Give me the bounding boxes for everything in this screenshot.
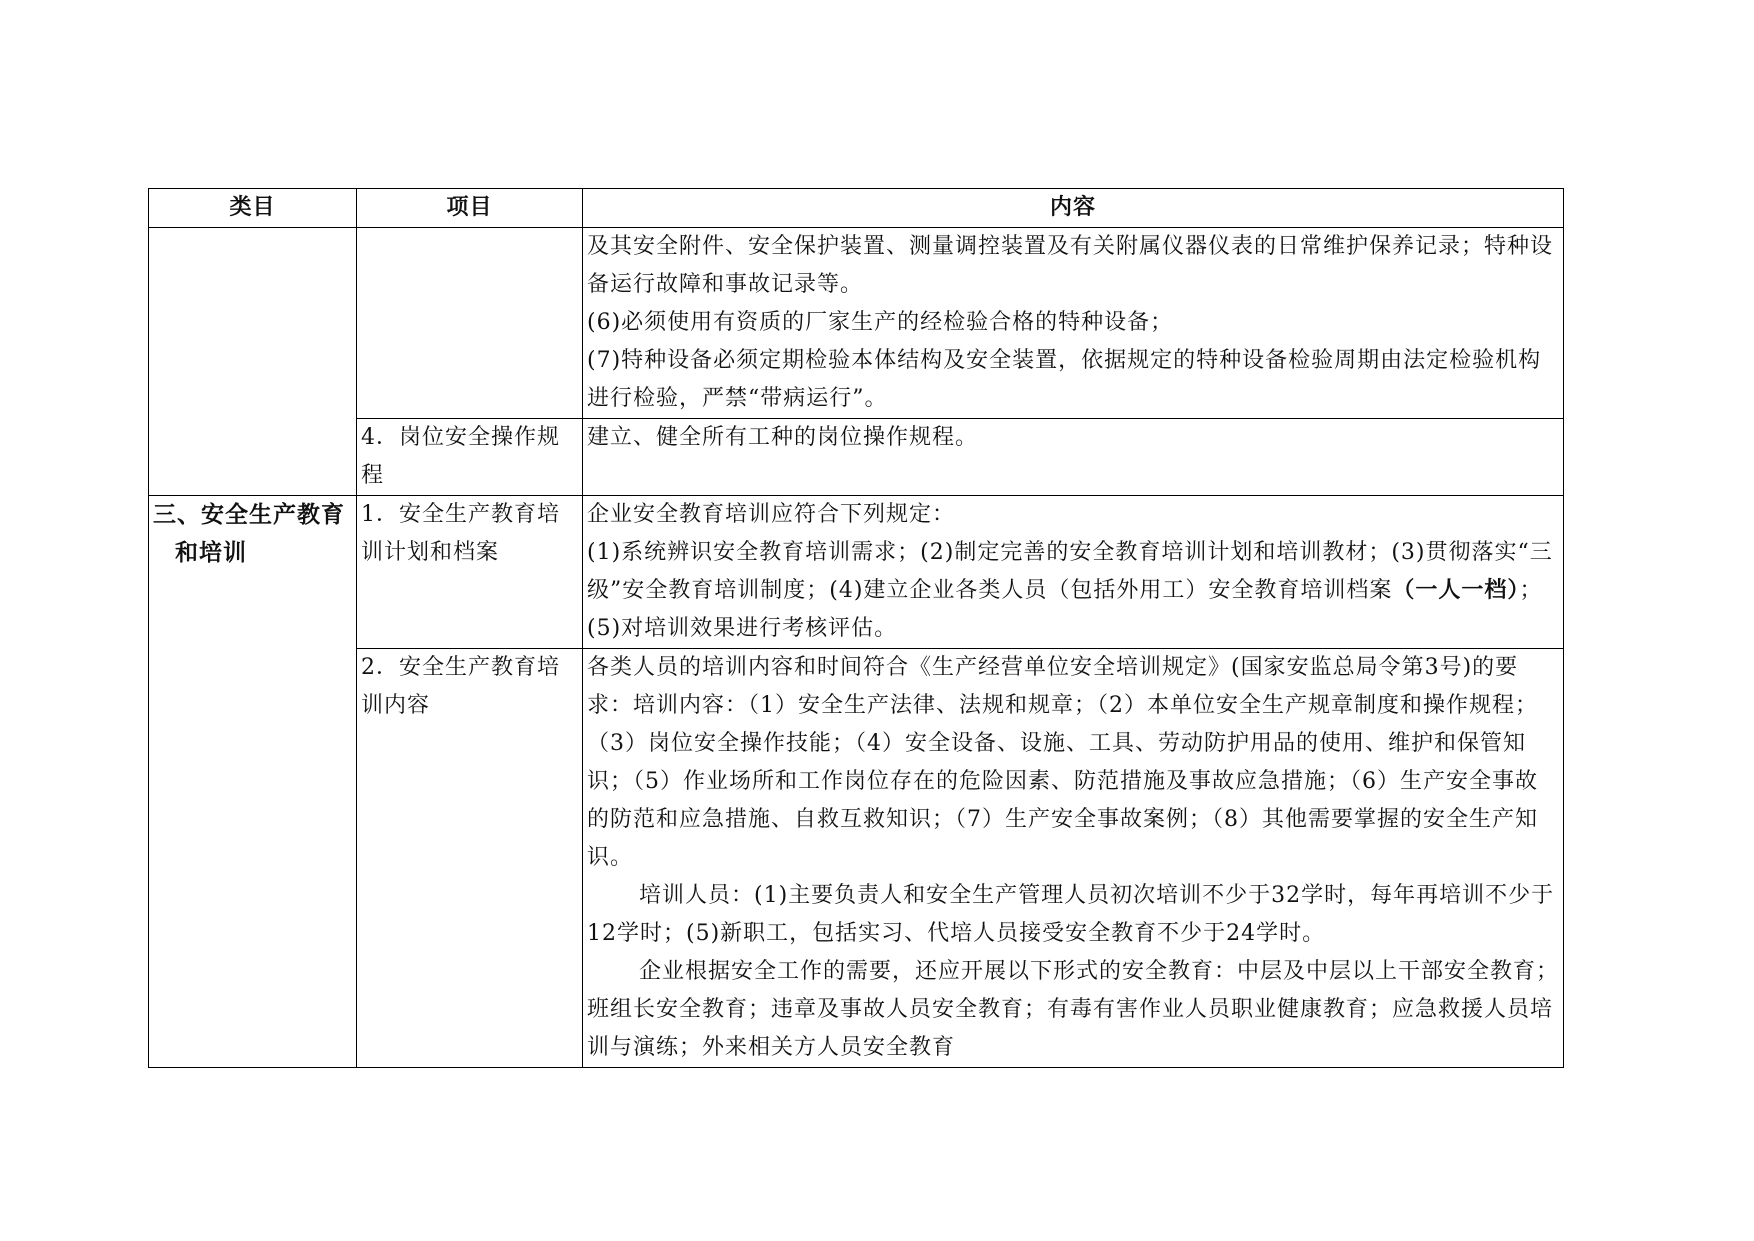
table-row <box>149 496 1564 649</box>
content-cell <box>583 496 1564 649</box>
table-row <box>149 419 1564 496</box>
content-body <box>587 534 1559 648</box>
category-cell <box>149 496 357 1068</box>
content-paragraph: 企业根据安全工作的需要，还应开展以下形式的安全教育：中层及中层以上干部安全教育；班组长安全教育；违章及事故人员安全教育；有毒有害作业人员职业健康教育；应急救援人员培训与演练；外来相关方人员安全教育 <box>587 959 1560 1060</box>
content-line: (6)必须使用有资质的厂家生产的经检验合格的特种设备； <box>587 310 1174 335</box>
safety-requirements-table <box>148 188 1564 1068</box>
table-row <box>149 649 1564 1068</box>
content-body-bold: （一人一档） <box>1392 578 1520 603</box>
item-cell: 4．岗位安全操作规程 <box>357 419 583 496</box>
table-header-row <box>149 189 1564 228</box>
content-paragraph: 培训人员：(1)主要负责人和安全生产管理人员初次培训不少于32学时，每年再培训不少于12学时；(5)新职工，包括实习、代培人员接受安全教育不少于24学时。 <box>587 883 1555 946</box>
content-body-post: ；(5)对培训效果进行考核评估。 <box>587 578 1543 641</box>
category-cell-empty <box>149 228 357 496</box>
content-line: (7)特种设备必须定期检验本体结构及安全装置，依据规定的特种设备检验周期由法定检验机构进行检验，严禁“带病运行”。 <box>587 348 1542 411</box>
category-label-line2: 和培训 <box>175 540 247 566</box>
content-intro: 企业安全教育培训应符合下列规定： <box>587 502 956 527</box>
content-cell <box>583 228 1564 419</box>
content-line: 及其安全附件、安全保护装置、测量调控装置及有关附属仪器仪表的日常维护保养记录；特种设备运行故障和事故记录等。 <box>587 234 1554 297</box>
table-row <box>149 228 1564 419</box>
header-item: 项目 <box>357 189 583 228</box>
item-cell: 2．安全生产教育培训内容 <box>357 649 583 1068</box>
content-paragraph: 各类人员的培训内容和时间符合《生产经营单位安全培训规定》(国家安监总局令第3号)的要求：培训内容：（1）安全生产法律、法规和规章；（2）本单位安全生产规章制度和操作规程；（3）岗位安全操作技能；（4）安全设备、设施、工具、劳动防护用品的使用、维护和保管知识；（5）作业场所和工作岗位存在的危险因素、防范措施及事故应急措施；（6）生产安全事故的防范和应急措施、自救互救知识；（7）生产安全事故案例；（8）其他需要掌握的安全生产知识。 <box>587 655 1538 870</box>
category-label-line1: 三、安全生产教育 <box>153 502 345 528</box>
content-body-pre: (1)系统辨识安全教育培训需求；(2)制定完善的安全教育培训计划和培训教材；(3)贯彻落实“三级”安全教育培训制度；(4)建立企业各类人员（包括外用工）安全教育培训档案 <box>587 540 1553 603</box>
header-content: 内容 <box>583 189 1564 228</box>
content-cell <box>583 649 1564 1068</box>
item-cell: 1．安全生产教育培训计划和档案 <box>357 496 583 649</box>
item-cell-empty <box>357 228 583 419</box>
header-category: 类目 <box>149 189 357 228</box>
content-cell: 建立、健全所有工种的岗位操作规程。 <box>583 419 1564 496</box>
